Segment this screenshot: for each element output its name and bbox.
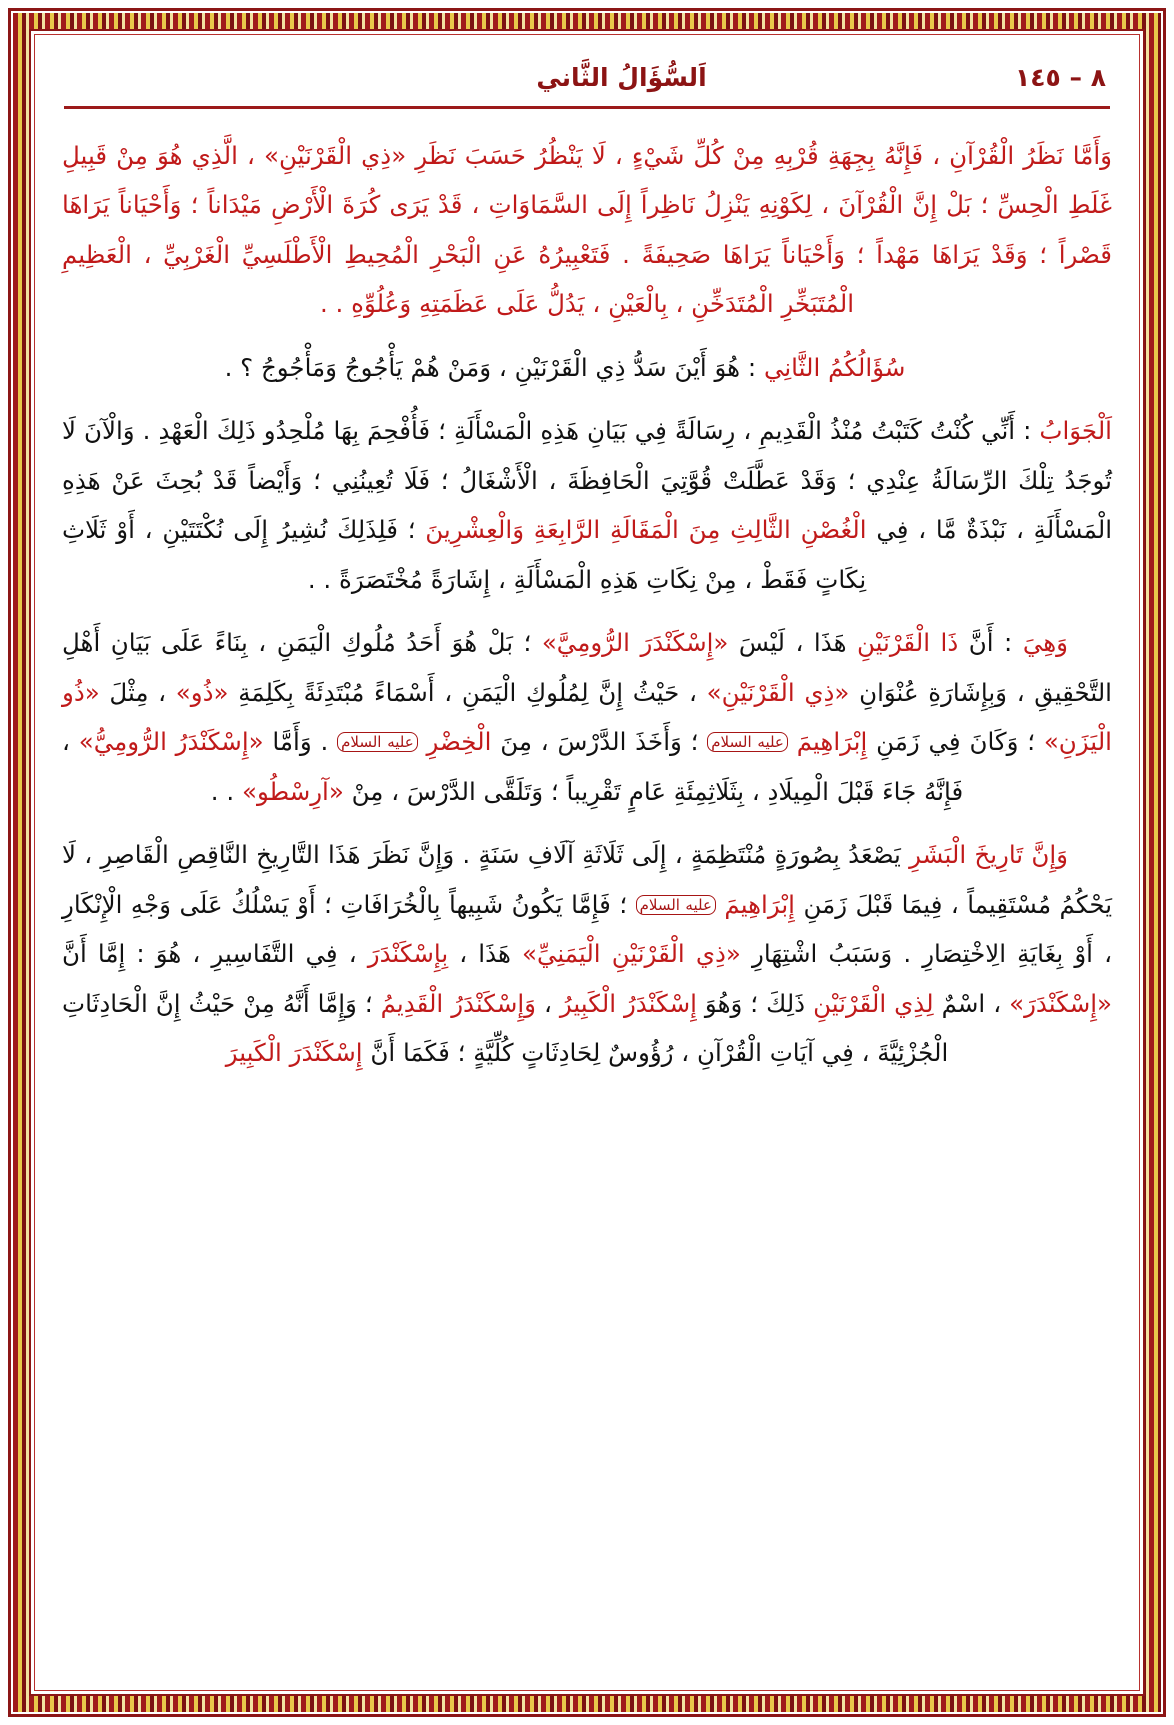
text-run: ، حَيْثُ إِنَّ لِمُلُوكِ الْيَمَنِ ، أَسْمَاءً مُبْتَدِئَةً بِكَلِمَةِ xyxy=(228,677,707,707)
text-run: «ذِي الْقَرْنَيْنِ الْيَمَنِيِّ» xyxy=(521,939,741,969)
header-divider xyxy=(64,106,1110,109)
text-run: «ذُو الْيَزَنِ» xyxy=(62,677,1112,757)
body-text xyxy=(62,131,1112,1078)
text-run: . . xyxy=(210,776,242,806)
page-title: اَلسُّؤَالُ الثَّاني xyxy=(536,63,707,92)
text-run: «إِسْكَنْدَرُ الرُّومِيُّ» xyxy=(78,727,264,757)
text-run: إِبْرَاهِيمَ xyxy=(724,889,795,919)
text-run: ذَلِكَ ؛ وَهُوَ xyxy=(696,988,814,1018)
text-run: «آرِسْطُو» xyxy=(241,776,344,806)
text-run: : أَنِّي كُنْتُ كَتَبْتُ مُنْذُ الْقَدِيمِ ، رِسَالَةً فِي بَيَانِ هَذِهِ الْمَسْأَلَةِ ؛ فَأُفْحِمَ بِهَا مُلْحِدُو ذَلِكَ الْعَهْدِ . وَالْآنَ لَا تُوجَدُ تِلْكَ الرِّسَالَةُ عِنْدِي ؛ وَقَدْ عَطَّلَتْ قُوَّتِيَ الْحَافِظَةَ ، الْأَشْغَالُ ؛ فَلَا تُعِينُنِي ؛ وَأَيْضاً قَدْ بُحِثَ عَنْ هَذِهِ الْمَسْأَلَةِ ، نَبْذَةٌ مَّا ، فِي xyxy=(62,416,1113,545)
text-run: ذَا الْقَرْنَيْنِ xyxy=(857,628,959,658)
text-run: ؛ بَلْ هُوَ أَحَدُ مُلُوكِ الْيَمَنِ ، بِنَاءً عَلَى بَيَانِ أَهْلِ التَّحْقِيقِ ، وَبِإِشَارَةِ عُنْوَانِ xyxy=(62,628,1112,707)
paragraph-p4 xyxy=(62,618,1112,816)
text-run: إِبْرَاهِيمَ xyxy=(796,727,868,757)
text-run: «ذُو» xyxy=(175,677,229,707)
text-run: هَذَا ، xyxy=(448,939,522,969)
text-run: سُؤَالُكُمُ الثَّانِي xyxy=(763,352,906,382)
text-run: «ذِي الْقَرْنَيْنِ» ، xyxy=(247,141,407,170)
text-run: لِذِي الْقَرْنَيْنِ xyxy=(813,988,934,1018)
text-run: الَّذِي هُوَ مِنْ قَبِيلِ غَلَطِ الْحِسِّ ؛ بَلْ إِنَّ الْقُرْآنَ ، لِكَوْنِهِ يَنْزِلُ نَاظِراً إِلَى السَّمَاوَاتِ ، قَدْ يَرَى كُرَةَ الْأَرْضِ مَيْدَاناً ؛ وَأَحْيَاناً يَرَاهَا قَصْراً ؛ وَقَدْ يَرَاهَا مَهْداً ؛ وَأَحْيَاناً يَرَاهَا صَحِيفَةً . فَتَعْبِيرُهُ عَنِ الْبَحْرِ الْمُحِيطِ الْأَطْلَسِيِّ الْغَرْبِيِّ ، الْعَظِيمِ الْمُتَبَخِّرِ الْمُتَدَخِّنِ ، بِالْعَيْنِ ، يَدُلُّ عَلَى عَظَمَتِهِ وَعُلُوِّهِ . . xyxy=(62,141,1112,319)
text-run: إِسْكَنْدَرَ الْكَبِيرَ xyxy=(225,1038,363,1068)
text-run: ، فِي التَّفَاسِيرِ ، هُوَ : إِمَّا أَنَّ xyxy=(62,939,368,969)
paragraph-p5 xyxy=(62,830,1112,1077)
text-run: الْغُصْنِ الثَّالِثِ مِنَ الْمَقَالَةِ الرَّابِعَةِ وَالْعِشْرِينَ xyxy=(425,515,867,545)
text-run: وَأَمَّا نَظَرُ الْقُرْآنِ ، فَإِنَّهُ بِجِهَةِ قُرْبِهِ مِنْ كُلِّ شَيْءٍ ، لَا يَنْظُرُ حَسَبَ نَظَرِ xyxy=(406,141,1112,170)
honorific-badge: عليه السلام xyxy=(636,895,716,915)
text-run: هَذَا ، لَيْسَ xyxy=(728,628,857,658)
text-run: بِإِسْكَنْدَرَ xyxy=(367,939,449,969)
text-run: ، مِثْلَ xyxy=(99,677,176,707)
text-run: «ذِي الْقَرْنَيْنِ» xyxy=(706,677,850,707)
paragraph-p2 xyxy=(62,343,1112,392)
text-run: يَصْعَدُ بِصُورَةٍ مُنْتَظِمَةٍ ، إِلَى ثَلَاثَةِ آلَافِ سَنَةٍ . وَإِنَّ نَظَرَ هَذَا التَّارِيخِ النَّاقِصِ الْقَاصِرِ ، لَا يَحْكُمُ مُسْتَقِيماً ، فِيمَا قَبْلَ زَمَنِ xyxy=(62,840,1113,919)
text-run: . وَأَمَّا xyxy=(263,727,338,757)
honorific-badge: عليه السلام xyxy=(707,732,788,752)
text-run: الْخِضْرِ xyxy=(426,727,492,757)
text-run: ، اسْمٌ xyxy=(933,988,1010,1018)
text-run: «إِسْكَنْدَرَ» xyxy=(1009,988,1113,1018)
text-run xyxy=(418,727,427,756)
page-header xyxy=(62,55,1112,96)
text-run: : هُوَ أَيْنَ سَدُّ ذِي الْقَرْنَيْنِ ، وَمَنْ هُمْ يَأْجُوجُ وَمَأْجُوجُ ؟ . xyxy=(224,352,764,382)
text-run: ، فَإِنَّهُ جَاءَ قَبْلَ الْمِيلَادِ ، بِثَلَاثِمِئَةِ عَامٍ تَقْرِيباً ؛ وَتَلَقَّى الدَّرْسَ ، مِنْ xyxy=(62,727,964,806)
text-run: ؛ وَأَخَذَ الدَّرْسَ ، مِنَ xyxy=(491,727,708,757)
text-run: اَلْجَوَابُ xyxy=(1039,416,1112,446)
paragraph-p1 xyxy=(62,131,1112,329)
page-content xyxy=(62,55,1112,1665)
text-run: وَإِسْكَنْدَرُ الْقَدِيمُ xyxy=(380,988,537,1018)
text-run: وَإِنَّ تَارِيخَ الْبَشَرِ xyxy=(909,840,1069,870)
honorific-badge: عليه السلام xyxy=(337,732,418,752)
text-run: ؛ فَإِمَّا يَكُونُ شَبِيهاً بِالْخُرَافَاتِ ؛ أَوْ يَسْلُكُ عَلَى وَجْهِ الْإِنْكَارِ ، أَوْ بِغَايَةِ الِاخْتِصَارِ . وَسَبَبُ اشْتِهَارِ xyxy=(62,889,1112,969)
text-run xyxy=(788,727,797,756)
text-run: «إِسْكَنْدَرَ الرُّومِيَّ» xyxy=(541,628,729,658)
paragraph-p3 xyxy=(62,406,1112,604)
text-run: إِسْكَنْدَرُ الْكَبِيرُ xyxy=(559,988,697,1018)
text-run: : أَنَّ xyxy=(958,628,1023,658)
page-number: ٨ – ١٤٥ xyxy=(1015,63,1106,92)
text-run: ، xyxy=(536,988,560,1018)
text-run: وَهِيَ xyxy=(1022,628,1068,658)
text-run: ؛ وَإِمَّا أَنَّهُ مِنْ حَيْثُ إِنَّ الْحَادِثَاتِ الْجُزْئِيَّةَ ، فِي آيَاتِ الْقُرْآنِ ، رُؤُوسٌ لِحَادِثَاتٍ كُلِّيَّةٍ ؛ فَكَمَا أَنَّ xyxy=(62,988,949,1068)
text-run: ؛ وَكَانَ فِي زَمَنِ xyxy=(867,727,1044,757)
text-run: ؛ فَلِذَلِكَ نُشِيرُ إِلَى نُكْتَتَيْنِ ، أَوْ ثَلَاثِ نِكَاتٍ فَقَطْ ، مِنْ نِكَاتِ هَذِهِ الْمَسْأَلَةِ ، إِشَارَةً مُخْتَصَرَةً . . xyxy=(62,515,867,594)
